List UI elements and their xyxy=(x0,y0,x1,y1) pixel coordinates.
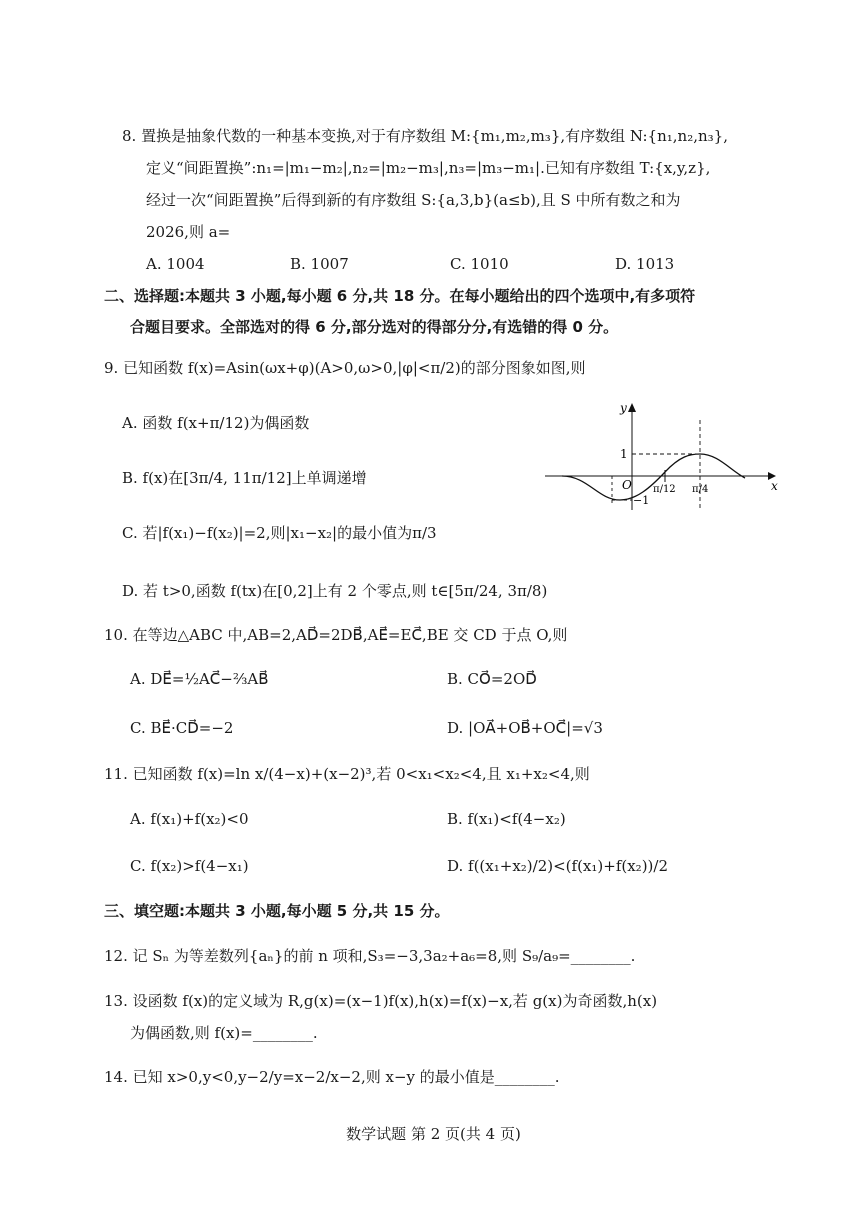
q14-text: 14. 已知 x>0,y<0,y−2/y=x−2/x−2,则 x−y 的最小值是________. xyxy=(104,1068,560,1086)
tick-neg-one-label: −1 xyxy=(633,494,650,507)
q10-stem: 10. 在等边△ABC 中,AB=2,AD⃗=2DB⃗,AE⃗=EC⃗,BE 交 CD 于点 O,则 xyxy=(104,626,568,644)
q9-stem: 9. 已知函数 f(x)=Asin(ωx+φ)(A>0,ω>0,|φ|<π/2)的部分图象如图,则 xyxy=(104,359,586,377)
q10-option-b: B. CO⃗=2OD⃗ xyxy=(447,670,537,688)
q8-option-d: D. 1013 xyxy=(615,255,675,273)
section3-title: 三、填空题:本题共 3 小题,每小题 5 分,共 15 分。 xyxy=(104,902,450,920)
q8-line1: 8. 置换是抽象代数的一种基本变换,对于有序数组 M:{m₁,m₂,m₃},有序数组 N:{n₁,n₂,n₃}, xyxy=(122,127,728,145)
tick-pi4-label: π/4 xyxy=(692,484,709,495)
q8-line2: 定义“间距置换”:n₁=|m₁−m₂|,n₂=|m₂−m₃|,n₃=|m₃−m₁|.已知有序数组 T:{x,y,z}, xyxy=(146,159,711,177)
page-footer: 数学试题 第 2 页(共 4 页) xyxy=(346,1125,521,1143)
q9-option-d: D. 若 t>0,函数 f(tx)在[0,2]上有 2 个零点,则 t∈[5π/24, 3π/8) xyxy=(122,582,548,600)
q10-option-c: C. BE⃗·CD⃗=−2 xyxy=(130,719,234,737)
q10-option-d: D. |OA⃗+OB⃗+OC⃗|=√3 xyxy=(447,719,603,737)
section2-line2: 合题目要求。全部选对的得 6 分,部分选对的得部分分,有选错的得 0 分。 xyxy=(130,318,619,336)
section2-line1: 二、选择题:本题共 3 小题,每小题 6 分,共 18 分。在每小题给出的四个选项中,有多项符 xyxy=(104,287,696,305)
q10-option-a: A. DE⃗=½AC⃗−⅔AB⃗ xyxy=(130,670,269,688)
q8-line4: 2026,则 a= xyxy=(146,223,231,241)
q8-option-a: A. 1004 xyxy=(146,255,205,273)
q13-line2: 为偶函数,则 f(x)=________. xyxy=(130,1024,318,1042)
q11-option-c: C. f(x₂)>f(4−x₁) xyxy=(130,857,249,875)
y-axis-label: y xyxy=(620,401,627,415)
y-axis-arrow xyxy=(628,403,636,412)
q9-option-b: B. f(x)在[3π/4, 11π/12]上单调递增 xyxy=(122,469,367,487)
q13-line1: 13. 设函数 f(x)的定义域为 R,g(x)=(x−1)f(x),h(x)=f(x)−x,若 g(x)为奇函数,h(x) xyxy=(104,992,658,1010)
q11-option-a: A. f(x₁)+f(x₂)<0 xyxy=(130,810,249,828)
tick-one-label: 1 xyxy=(620,447,628,461)
q11-option-d: D. f((x₁+x₂)/2)<(f(x₁)+f(x₂))/2 xyxy=(447,857,668,875)
q11-stem: 11. 已知函数 f(x)=ln x/(4−x)+(x−2)³,若 0<x₁<x₂<4,且 x₁+x₂<4,则 xyxy=(104,765,590,783)
q11-option-b: B. f(x₁)<f(4−x₂) xyxy=(447,810,566,828)
q8-option-c: C. 1010 xyxy=(450,255,509,273)
tick-pi12-label: π/12 xyxy=(653,484,676,495)
q12-text: 12. 记 Sₙ 为等差数列{aₙ}的前 n 项和,S₃=−3,3a₂+a₆=8,则 S₉/a₉=________. xyxy=(104,947,636,965)
q8-option-b: B. 1007 xyxy=(290,255,349,273)
sine-graph xyxy=(540,400,780,515)
origin-label: O xyxy=(622,478,632,492)
q9-option-a: A. 函数 f(x+π/12)为偶函数 xyxy=(122,414,310,432)
q9-option-c: C. 若|f(x₁)−f(x₂)|=2,则|x₁−x₂|的最小值为π/3 xyxy=(122,524,437,542)
q8-line3: 经过一次“间距置换”后得到新的有序数组 S:{a,3,b}(a≤b),且 S 中所有数之和为 xyxy=(146,191,681,209)
x-axis-label: x xyxy=(771,479,778,493)
